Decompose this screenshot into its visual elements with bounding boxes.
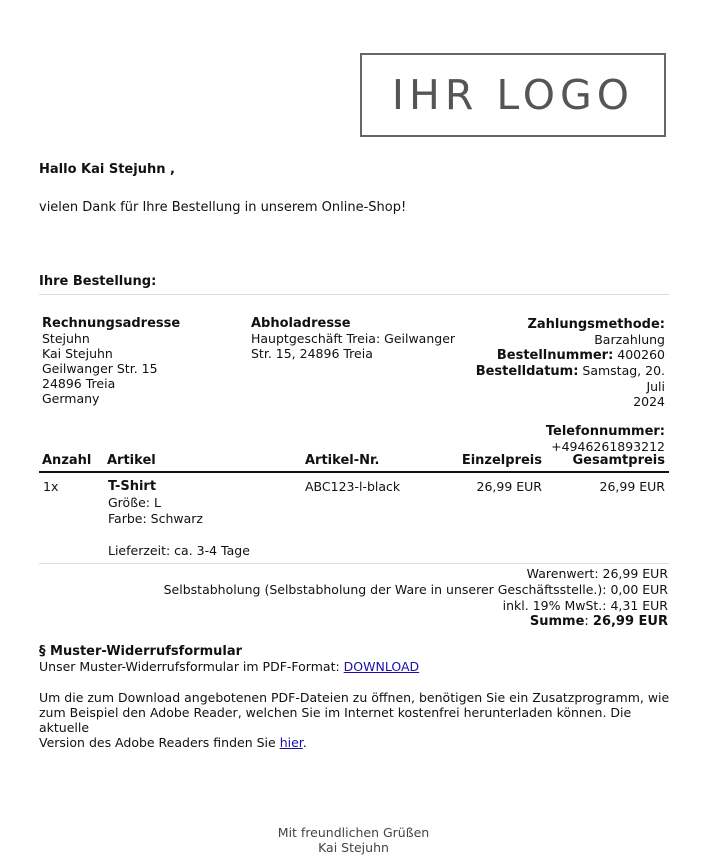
withdrawal-text: Unser Muster-Widerrufsformular im PDF-Format: <box>39 659 340 674</box>
vat-value: inkl. 19% MwSt.: 4,31 EUR <box>502 598 668 613</box>
row-divider <box>39 563 669 564</box>
table-row <box>39 479 669 561</box>
col-header-qty: Anzahl <box>42 453 92 468</box>
row-item-size: Größe: L <box>108 495 161 510</box>
billing-address <box>42 316 232 406</box>
order-date-label: Bestelldatum: <box>475 364 579 379</box>
closing-greeting: Mit freundlichen Grüßen <box>277 825 430 840</box>
pdf-note-line: Um die zum Download angebotenen PDF-Dateien zu öffnen, benötigen Sie ein Zusatzprogramm, wie <box>39 690 670 705</box>
order-heading: Ihre Bestellung: <box>39 274 157 289</box>
payment-label: Zahlungsmethode: <box>527 317 665 332</box>
logo-box <box>360 53 666 137</box>
goods-value: Warenwert: 26,99 EUR <box>526 566 668 581</box>
order-number-label: Bestellnummer: <box>496 348 614 363</box>
row-total-price: 26,99 EUR <box>599 479 665 494</box>
row-qty: 1x <box>43 479 59 494</box>
payment-method <box>455 316 665 347</box>
row-sku: ABC123-l-black <box>305 479 401 494</box>
billing-line: Kai Stejuhn <box>42 346 113 361</box>
withdrawal-heading: § Muster-Widerrufsformular <box>39 644 243 659</box>
pickup-label: Abholadresse <box>251 316 351 331</box>
logo-text: IHR LOGO <box>391 71 635 119</box>
sum-value: 26,99 EUR <box>592 614 668 629</box>
billing-line: Germany <box>42 391 100 406</box>
billing-line: Stejuhn <box>42 331 90 346</box>
closing-name: Kai Stejuhn <box>318 840 389 855</box>
order-date-value: Samstag, 20. Juli <box>582 363 665 394</box>
pdf-note-period: . <box>302 735 307 750</box>
closing <box>0 825 707 855</box>
totals-block <box>100 566 668 630</box>
pickup-line: Hauptgeschäft Treia: Geilwanger <box>251 331 456 346</box>
col-header-unit-price: Einzelpreis <box>461 453 542 468</box>
row-item <box>108 479 298 558</box>
shipping-value: Selbstabholung (Selbstabholung der Ware in unserer Geschäftsstelle.): 0,00 EUR <box>163 582 668 597</box>
withdrawal-text-line <box>39 659 419 674</box>
adobe-reader-link[interactable]: hier <box>279 735 303 750</box>
billing-line: Geilwanger Str. 15 <box>42 361 158 376</box>
order-meta <box>455 316 665 454</box>
order-number <box>455 347 665 363</box>
download-link[interactable]: DOWNLOAD <box>343 659 420 674</box>
col-header-sku: Artikel-Nr. <box>305 453 380 468</box>
phone-value: +4946261893212 <box>551 439 665 454</box>
billing-line: 24896 Treia <box>42 376 116 391</box>
pdf-note-line: zum Beispiel den Adobe Reader, welchen Sie im Internet kostenfrei herunterladen können. Die aktuelle <box>39 705 632 735</box>
order-date-year: 2024 <box>633 394 665 409</box>
sum-line <box>100 614 668 630</box>
pdf-note-line <box>39 735 679 750</box>
pdf-note <box>39 690 679 750</box>
billing-label: Rechnungsadresse <box>42 316 181 331</box>
thanks-text: vielen Dank für Ihre Bestellung in unserem Online-Shop! <box>39 200 407 215</box>
payment-value: Barzahlung <box>594 332 665 347</box>
pickup-line: Str. 15, 24896 Treia <box>251 346 373 361</box>
row-item-delivery: Lieferzeit: ca. 3-4 Tage <box>108 543 250 558</box>
phone-label: Telefonnummer: <box>545 424 665 439</box>
col-header-total-price: Gesamtpreis <box>572 453 665 468</box>
row-item-color: Farbe: Schwarz <box>108 511 203 526</box>
row-unit-price: 26,99 EUR <box>476 479 542 494</box>
sum-colon: : <box>584 614 593 629</box>
order-divider <box>39 294 669 295</box>
pdf-note-text: Version des Adobe Readers finden Sie <box>39 735 276 750</box>
order-number-value: 400260 <box>617 347 665 362</box>
sum-label: Summe <box>529 614 585 629</box>
row-item-name: T-Shirt <box>108 479 157 494</box>
pickup-address <box>251 316 461 361</box>
table-header-divider <box>39 471 669 473</box>
greeting: Hallo Kai Stejuhn , <box>39 162 175 177</box>
order-date <box>455 363 665 394</box>
col-header-item: Artikel <box>107 453 156 468</box>
